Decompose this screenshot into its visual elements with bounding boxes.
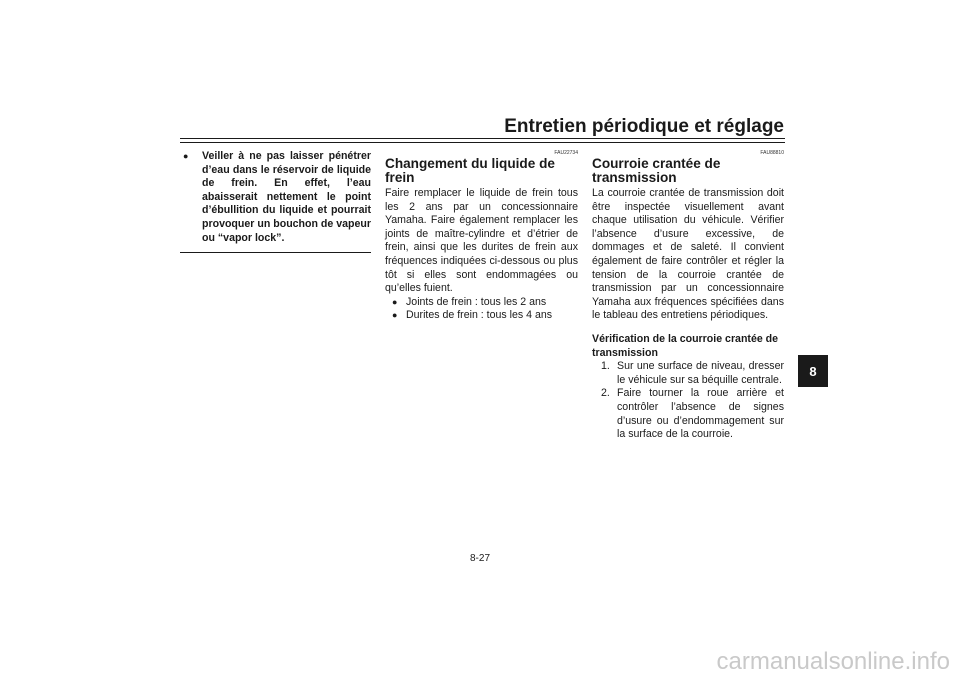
page-title: Entretien périodique et réglage xyxy=(504,116,784,137)
warning-column xyxy=(180,150,371,253)
section-body: Faire remplacer le liquide de frein tous les 2 ans par un concessionnaire Yamaha. Faire également remplacer les joints de maître-cylindre et d’étrier de frein, ainsi que les durites de frein aux fréquences indiquées ci-dessous ou plus tôt si elles sont endommagées ou qu’elles fuient. xyxy=(385,187,578,295)
inspection-steps xyxy=(592,360,784,442)
step-number: 2. xyxy=(601,387,610,400)
bullet-icon: ● xyxy=(392,310,398,321)
watermark: carmanualsonline.info xyxy=(716,648,950,675)
drive-belt-section xyxy=(592,150,784,442)
list-item xyxy=(592,387,784,441)
brake-fluid-section xyxy=(385,150,578,323)
warning-item xyxy=(180,150,371,245)
list-item-text: Joints de frein : tous les 2 ans xyxy=(406,295,547,308)
section-title: Changement du liquide de frein xyxy=(385,156,555,185)
header-rule-thin xyxy=(180,142,785,143)
section-body: La courroie crantée de transmission doit être inspectée visuellement avant chaque utilisation du véhicule. Vérifier l’absence d’usure excessive, de dommages et de saleté. Il convient également de faire contrôler et régler la tension de la courroie crantée de transmission par un concessionnaire Yamaha aux fréquences spécifiées dans le tableau des entretiens périodiques. xyxy=(592,187,784,322)
list-item xyxy=(592,360,784,387)
brake-interval-list xyxy=(385,296,578,323)
warning-text: Veiller à ne pas laisser pénétrer d’eau dans le réservoir de liquide de frein. En effet, l’eau abaisserait nettement le point d’ébullition du liquide et pourrait provoquer un bouchon de vapeur ou “vapor lock”. xyxy=(202,150,371,244)
page-number: 8-27 xyxy=(469,553,490,564)
section-title: Courroie crantée de transmission xyxy=(592,156,721,185)
step-number: 1. xyxy=(601,360,610,373)
subsection-heading: Vérification de la courroie crantée de transmission xyxy=(592,332,779,359)
bullet-icon: ● xyxy=(392,296,398,307)
header-rule-thick xyxy=(180,138,785,139)
section-code: FAU88810 xyxy=(760,150,784,156)
list-item-text: Durites de frein : tous les 4 ans xyxy=(406,309,553,322)
step-text: Faire tourner la roue arrière et contrôler l’absence de signes d’usure ou d’endommagement sur la surface de la courroie. xyxy=(617,387,784,441)
chapter-tab: 8 xyxy=(798,355,828,387)
section-code: FAU22734 xyxy=(554,150,578,156)
bullet-icon: ● xyxy=(183,151,189,161)
step-text: Sur une surface de niveau, dresser le véhicule sur sa béquille centrale. xyxy=(617,360,784,386)
list-item xyxy=(385,296,578,310)
warning-end-rule xyxy=(180,252,371,253)
list-item xyxy=(385,309,578,323)
